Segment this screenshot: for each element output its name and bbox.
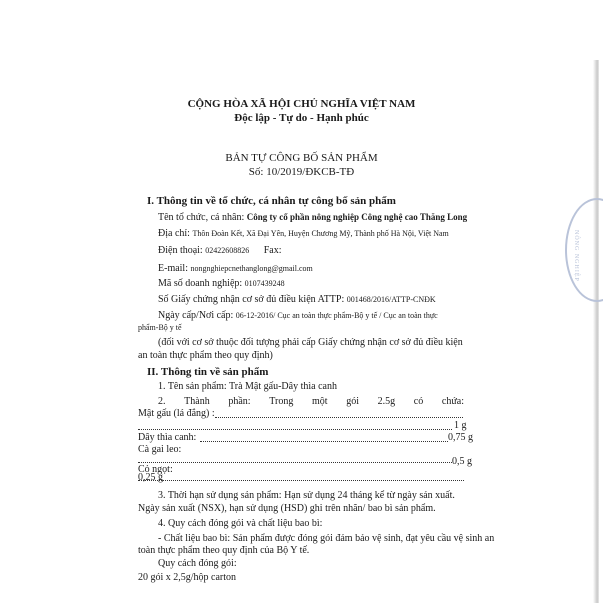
org-row: [158, 213, 467, 223]
document-title: BẢN TỰ CÔNG BỐ SẢN PHẨM: [225, 152, 378, 164]
dotted-leader: [215, 417, 463, 418]
address-value: Thôn Đoàn Kết, Xã Đại Yên, Huyện Chương Mỹ, Thành phố Hà Nội, Việt Nam: [192, 229, 449, 238]
cert-row: [158, 295, 436, 305]
composition-word: có: [413, 396, 424, 407]
product-name: 1. Tên sản phẩm: Trà Mật gấu-Dây thìa canh: [158, 381, 337, 392]
ingredient-amount-2: 0,75 g: [448, 432, 473, 443]
composition-word: Thành: [184, 396, 210, 407]
cert-value: 001468/2016/ATTP-CNĐK: [346, 295, 436, 304]
material-line-2: toàn thực phẩm theo quy định của Bộ Y tế.: [138, 545, 310, 556]
tax-row: [158, 279, 285, 289]
shelf-life-line-1: 3. Thời hạn sử dụng sản phẩm: Hạn sử dụng 24 tháng kể từ ngày sản xuất.: [158, 490, 455, 501]
address-row: [158, 229, 449, 239]
composition-word: chứa:: [441, 396, 464, 407]
org-value: Công ty cổ phần nông nghiệp Công nghệ cao Thăng Long: [246, 212, 468, 222]
note-line-1: (đối với cơ sở thuộc đối tượng phải cấp Giấy chứng nhận cơ sở đủ điều kiện: [158, 337, 463, 348]
ingredient-name-3: Cà gai leo:: [138, 444, 182, 455]
section-2-heading: II. Thông tin về sản phẩm: [147, 366, 269, 378]
dotted-leader: [138, 462, 452, 463]
phone-value: 02422608826: [205, 246, 250, 255]
shelf-life-line-2: Ngày sản xuất (NSX), hạn sử dụng (HSD) ghi trên nhãn/ bao bì sản phẩm.: [138, 503, 436, 514]
dotted-leader: [138, 429, 452, 430]
phone-row: [158, 246, 282, 256]
ingredient-name-1: Mật gấu (lá đắng) :: [138, 408, 215, 419]
address-label: Địa chỉ:: [158, 228, 190, 239]
phone-label: Điện thoại:: [158, 245, 203, 256]
email-row: [158, 264, 313, 274]
section-1-heading: I. Thông tin về tổ chức, cá nhân tự công bố sản phẩm: [147, 195, 396, 207]
ingredient-amount-1: 1 g: [454, 420, 467, 431]
pack-label: Quy cách đóng gói:: [158, 558, 237, 569]
motto: Độc lập - Tự do - Hạnh phúc: [234, 112, 369, 124]
ingredient-name-4: Cỏ ngọt:: [138, 464, 173, 475]
issue-row: [158, 311, 438, 321]
org-label: Tên tổ chức, cá nhân:: [158, 212, 245, 223]
dotted-leader: [138, 480, 464, 481]
official-stamp: NÔNG NGHIỆP: [565, 198, 603, 302]
composition-word: 2.: [158, 396, 166, 407]
page-edge-shadow: [593, 60, 599, 603]
ingredient-amount-4: 0,25 g: [138, 472, 163, 483]
composition-word: 2.5g: [377, 396, 396, 407]
ingredient-amount-3: 0,5 g: [452, 456, 472, 467]
email-label: E-mail:: [158, 263, 188, 274]
tax-label: Mã số doanh nghiệp:: [158, 278, 243, 289]
email-value: nongnghiepcnethanglong@gmail.com: [190, 264, 313, 273]
composition-line: [158, 397, 464, 407]
pack-value: 20 gói x 2,5g/hộp carton: [138, 572, 237, 583]
fax-label: Fax:: [263, 245, 282, 256]
tax-value: 0107439248: [244, 279, 285, 288]
issue-label: Ngày cấp/Nơi cấp:: [158, 310, 234, 321]
dotted-leader: [200, 441, 448, 442]
material-line-1: - Chất liệu bao bì: Sản phẩm được đóng gói đảm bảo vệ sinh, đạt yêu cầu vệ sinh an: [158, 533, 495, 544]
ingredient-name-2: Dây thìa canh:: [138, 432, 197, 443]
cert-label: Số Giấy chứng nhận cơ sở đủ điều kiện ATTP:: [158, 294, 345, 305]
composition-word: một: [311, 396, 328, 407]
composition-word: Trong: [269, 396, 294, 407]
issue-value-cont: phẩm-Bộ y tế: [138, 323, 182, 332]
composition-word: phần:: [228, 396, 251, 407]
packaging-heading: 4. Quy cách đóng gói và chất liệu bao bì:: [158, 518, 323, 529]
document-number: Số: 10/2019/ĐKCB-TĐ: [248, 166, 355, 178]
composition-word: gói: [346, 396, 359, 407]
country-header: CỘNG HÒA XÃ HỘI CHỦ NGHĨA VIỆT NAM: [187, 98, 416, 110]
note-line-2: an toàn thực phẩm theo quy định): [138, 350, 273, 361]
issue-value: 06-12-2016/ Cục an toàn thực phẩm-Bộ y tế / Cục an toàn thực: [235, 311, 438, 320]
